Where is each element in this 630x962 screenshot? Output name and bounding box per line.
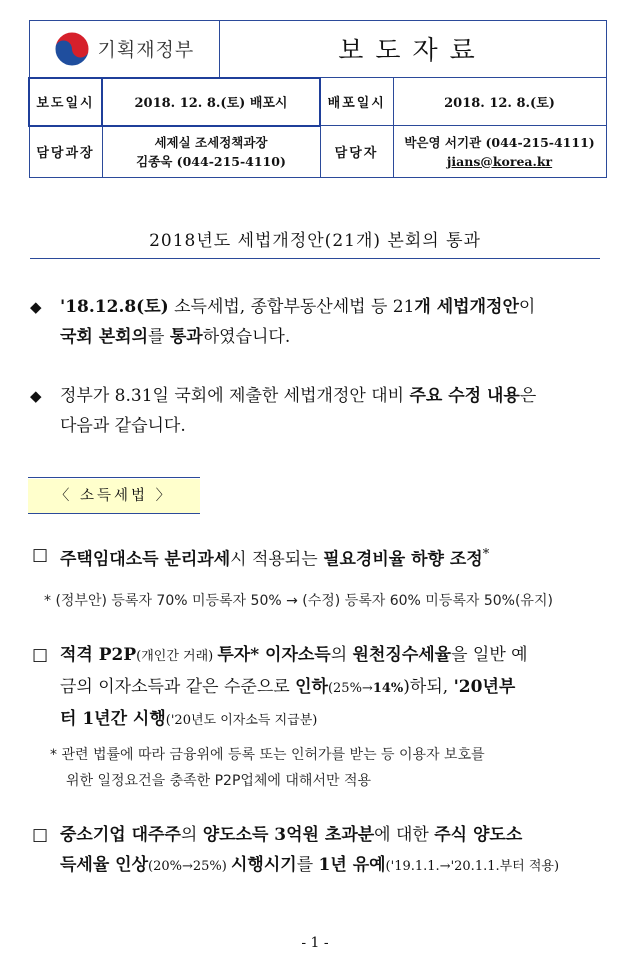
item-1: □ 주택임대소득 분리과세시 적용되는 필요경비율 하향 조정* <box>32 540 607 575</box>
item-3: □ 중소기업 대주주의 양도소득 3억원 초과분에 대한 주식 양도소 득세율 인상(20%→25%) 시행시기를 1년 유예('19.1.1.→'20.1.1.부터 적용) <box>32 820 607 882</box>
headline: 2018년도 세법개정안(21개) 본회의 통과 <box>149 231 481 251</box>
distribution-time-label: 배포일시 <box>320 78 393 126</box>
taegeuk-logo-icon <box>52 29 92 69</box>
checkbox-bullet-icon: □ <box>32 825 49 845</box>
item-2-footnote: * 관련 법률에 따라 금융위에 등록 또는 인허가를 받는 등 이용자 보호를 위한 일정요건을 충족한 P2P업체에 대해서만 적용 <box>50 747 485 789</box>
manager-value <box>102 126 320 178</box>
diamond-bullet-icon: ◆ <box>30 387 42 405</box>
section-top-line <box>28 477 200 478</box>
headline-divider <box>30 258 600 259</box>
manager-person: 김종욱 (044-215-4110) <box>136 153 286 169</box>
contact-label: 담당자 <box>320 126 393 178</box>
manager-label: 담당과장 <box>29 126 102 178</box>
contact-email-link[interactable]: jians@korea.kr <box>446 153 553 169</box>
press-release-title-cell <box>219 21 606 78</box>
diamond-bullet-icon: ◆ <box>30 298 42 316</box>
release-time-label: 보도일시 <box>29 78 102 126</box>
item-2: □ 적격 P2P(개인간 거래) 투자* 이자소득의 원천징수세율을 일반 예 금의 이자소득과 같은 수준으로 인하(25%→14%)하되, '20년부 터 1년간 시행('20년도 이자소득 지급분) <box>32 640 602 736</box>
item-1-footnote: * (정부안) 등록자 70% 미등록자 50% → (수정) 등록자 60% 미등록자 50%(유지) <box>44 593 553 609</box>
bullet-1: ◆ '18.12.8(토) 소득세법, 종합부동산세법 등 21개 세법개정안이 국회 본회의를 통과하였습니다. <box>30 292 605 352</box>
page-number: - 1 - <box>301 935 329 951</box>
logo-text: 기획재정부 <box>97 39 195 62</box>
press-release-title: 보도자료 <box>338 36 487 67</box>
contact-value <box>393 126 606 178</box>
logo-cell <box>29 21 219 78</box>
checkbox-bullet-icon: □ <box>32 645 49 665</box>
section-title-income-tax: 〈 소득세법 〉 <box>28 479 200 514</box>
manager-dept: 세제실 조세정책과장 <box>154 134 268 150</box>
release-time-value: 2018. 12. 8.(토) 배포시 <box>102 78 320 126</box>
contact-person: 박은영 서기관 (044-215-4111) <box>404 134 595 150</box>
bullet-2: ◆ 정부가 8.31일 국회에 제출한 세법개정안 대비 주요 수정 내용은 다음과 같습니다. <box>30 381 605 441</box>
checkbox-bullet-icon: □ <box>32 545 49 565</box>
distribution-time-value: 2018. 12. 8.(토) <box>393 78 606 126</box>
press-header-table <box>28 20 607 178</box>
